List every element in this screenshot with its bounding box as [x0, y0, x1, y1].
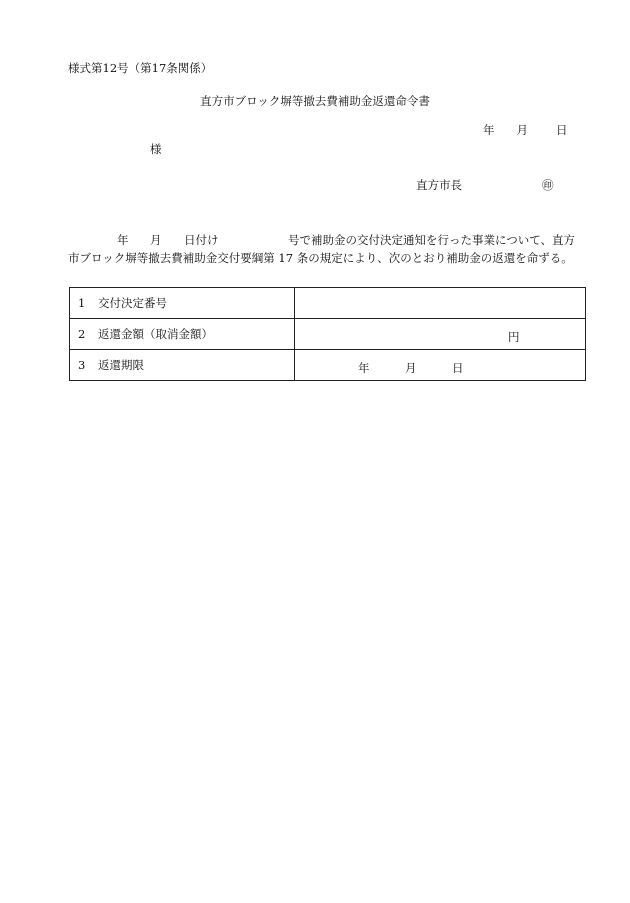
refund-details-table — [69, 287, 586, 381]
refund-deadline-field[interactable] — [295, 350, 586, 381]
row-number: 2 — [78, 327, 86, 341]
decision-number-field[interactable] — [295, 288, 586, 319]
document-title: 直方市ブロック塀等撤去費補助金返還命令書 — [200, 94, 430, 108]
body-line1-rest: 号で補助金の交付決定通知を行った事業について、直方 — [288, 233, 576, 247]
seal-mark: ㊞ — [542, 178, 554, 192]
table-row — [70, 319, 586, 350]
deadline-month: 月 — [405, 361, 417, 375]
table-label-cell — [70, 288, 295, 319]
deadline-day: 日 — [452, 361, 464, 375]
form-number-label: 様式第12号（第17条関係） — [68, 61, 213, 75]
table-label-cell — [70, 350, 295, 381]
body-year: 年 — [117, 233, 129, 247]
row-label: 返還金額（取消金額） — [98, 327, 213, 341]
currency-unit: 円 — [508, 330, 520, 344]
addressee-suffix: 様 — [150, 142, 162, 156]
table-row — [70, 350, 586, 381]
refund-amount-field[interactable] — [295, 319, 586, 350]
deadline-year: 年 — [358, 361, 370, 375]
issue-date-day: 日 — [556, 123, 568, 137]
table-row — [70, 288, 586, 319]
issue-date-month: 月 — [516, 123, 528, 137]
table-label-cell — [70, 319, 295, 350]
row-number: 1 — [78, 296, 86, 310]
issue-date-year: 年 — [483, 123, 495, 137]
row-label: 返還期限 — [98, 358, 144, 372]
body-day-dated: 日付け — [184, 233, 219, 247]
row-number: 3 — [78, 358, 86, 372]
body-month: 月 — [150, 233, 162, 247]
issuer-name: 直方市長 — [416, 178, 462, 192]
issue-date — [483, 125, 568, 137]
body-paragraph-line2: 市ブロック塀等撤去費補助金交付要綱第 17 条の規定により、次のとおり補助金の返還を命ずる。 — [68, 251, 573, 265]
row-label: 交付決定番号 — [98, 296, 167, 310]
